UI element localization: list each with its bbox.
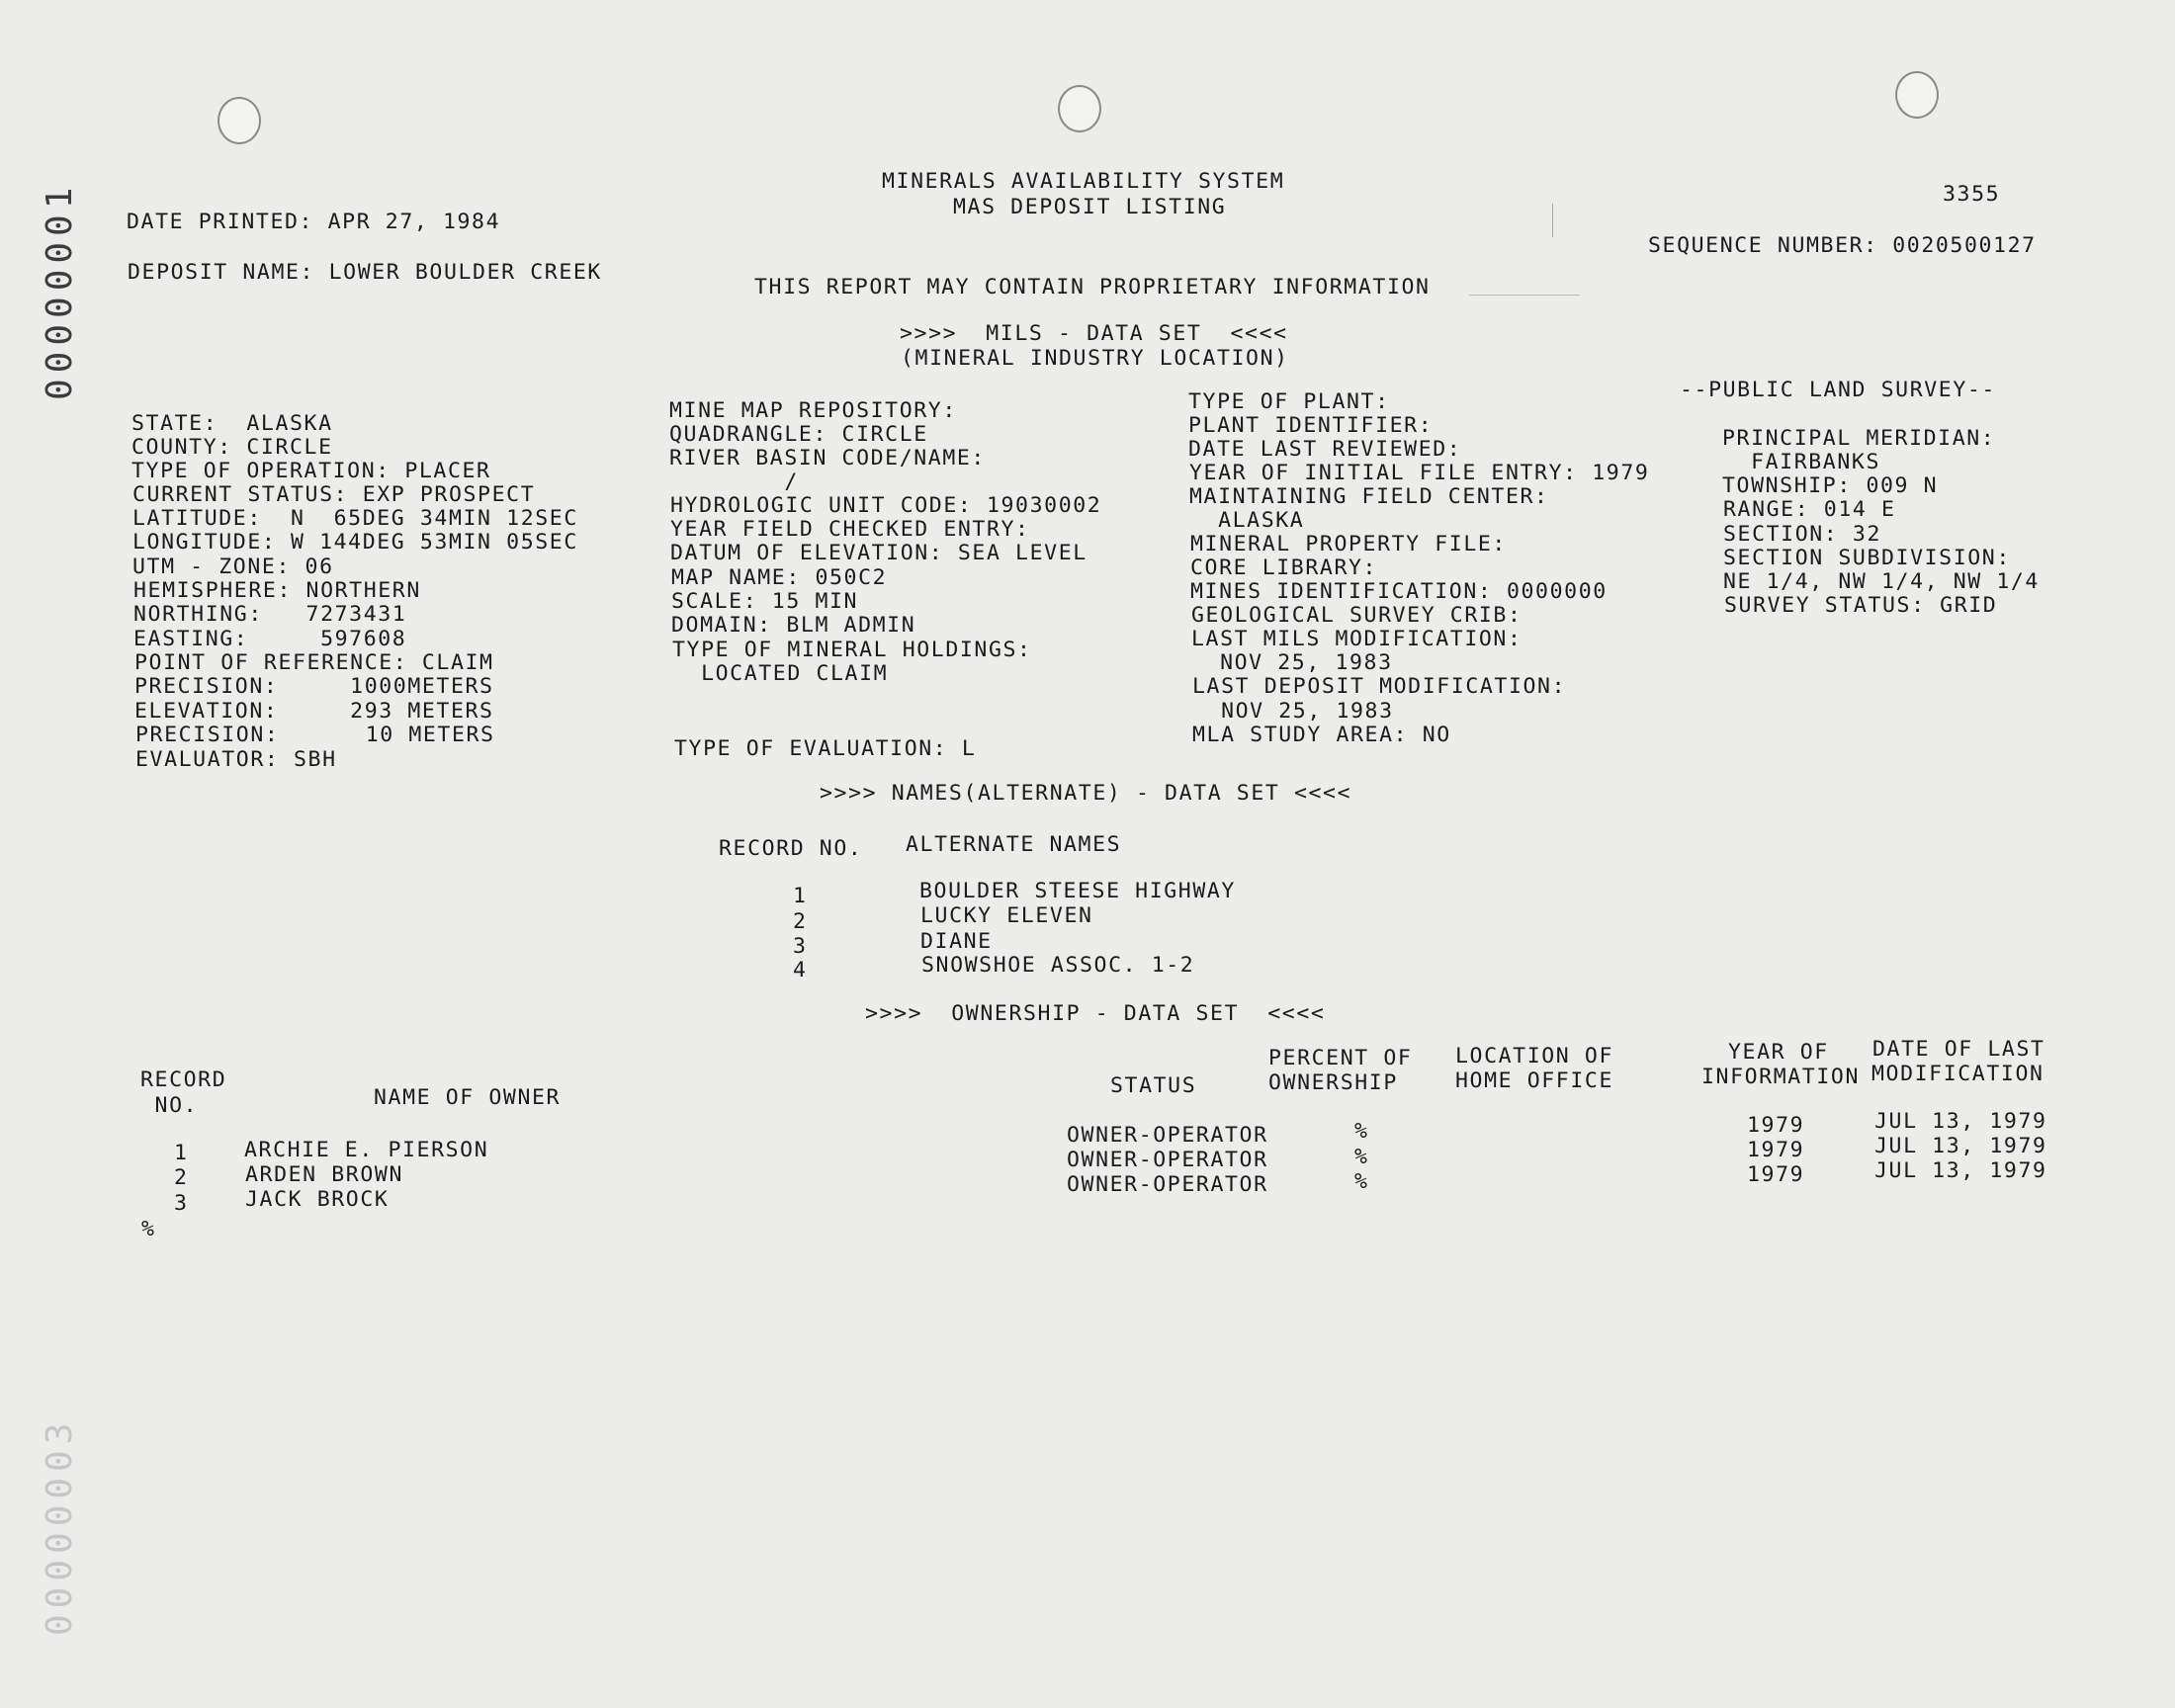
owner-name: ARDEN BROWN: [245, 1162, 403, 1187]
owner-name: ARCHIE E. PIERSON: [244, 1138, 489, 1162]
land-survey-field: SURVEY STATUS: GRID: [1724, 593, 1998, 618]
mils-field: PRECISION: 1000METERS: [134, 674, 494, 699]
punch-hole-left: [218, 97, 261, 144]
page-number: 3355: [1943, 182, 2001, 207]
mils-heading: >>>> MILS - DATA SET <<<<: [900, 321, 1288, 346]
mils-field: YEAR OF INITIAL FILE ENTRY: 1979: [1189, 461, 1650, 485]
land-survey-field: RANGE: 014 E: [1723, 497, 1896, 522]
owner-status: OWNER-OPERATOR: [1067, 1148, 1268, 1172]
status-header: STATUS: [1110, 1073, 1197, 1098]
mils-field: /: [669, 470, 799, 494]
mils-field: MINERAL PROPERTY FILE:: [1190, 532, 1507, 556]
date-header: DATE OF LAST: [1872, 1037, 2045, 1062]
punch-hole-right: [1895, 71, 1939, 119]
owner-name-header: NAME OF OWNER: [374, 1085, 562, 1110]
mils-subheading: (MINERAL INDUSTRY LOCATION): [901, 346, 1289, 371]
owner-name: JACK BROCK: [245, 1187, 390, 1212]
owner-status: OWNER-OPERATOR: [1067, 1123, 1268, 1148]
underline-mark: [1469, 295, 1580, 296]
land-survey-field: SECTION SUBDIVISION:: [1723, 546, 2011, 570]
deposit-name: DEPOSIT NAME: LOWER BOULDER CREEK: [128, 260, 602, 285]
mils-field: DATE LAST REVIEWED:: [1188, 437, 1462, 462]
owner-record-number: 1: [174, 1141, 189, 1165]
mils-field: GEOLOGICAL SURVEY CRIB:: [1191, 603, 1522, 628]
alternate-name: BOULDER STEESE HIGHWAY: [919, 879, 1236, 903]
mils-field: QUADRANGLE: CIRCLE: [669, 422, 928, 447]
record-number: 1: [793, 884, 808, 908]
land-survey-field: PRINCIPAL MERIDIAN:: [1722, 426, 1996, 451]
mils-field: RIVER BASIN CODE/NAME:: [669, 446, 986, 470]
owner-percent: %: [1354, 1119, 1369, 1144]
record-header: NO.: [140, 1093, 199, 1118]
mils-field: SCALE: 15 MIN: [671, 589, 859, 614]
land-survey-field: FAIRBANKS: [1722, 450, 1880, 474]
system-title: MINERALS AVAILABILITY SYSTEM: [882, 169, 1285, 194]
record-number: 3: [793, 934, 808, 959]
margin-code-top: 00000001: [40, 181, 80, 400]
percent-header: OWNERSHIP: [1268, 1070, 1398, 1095]
alternate-name: SNOWSHOE ASSOC. 1-2: [921, 953, 1195, 978]
mils-field: YEAR FIELD CHECKED ENTRY:: [670, 517, 1030, 542]
mils-field: LAST DEPOSIT MODIFICATION:: [1192, 674, 1567, 699]
date-header: MODIFICATION: [1871, 1062, 2044, 1086]
mils-field: LONGITUDE: W 144DEG 53MIN 05SEC: [132, 530, 578, 555]
info-year: 1979: [1747, 1113, 1805, 1138]
mils-field: PRECISION: 10 METERS: [135, 723, 495, 747]
land-survey-field: TOWNSHIP: 009 N: [1722, 473, 1939, 498]
record-no-header: RECORD NO.: [719, 836, 863, 861]
mils-field: UTM - ZONE: 06: [132, 555, 334, 579]
record-header: RECORD: [140, 1068, 227, 1092]
ownership-heading: >>>> OWNERSHIP - DATA SET <<<<: [865, 1001, 1326, 1026]
proprietary-notice: THIS REPORT MAY CONTAIN PROPRIETARY INFORMATION: [754, 275, 1431, 299]
mils-field: MAP NAME: 050C2: [671, 565, 888, 590]
alternate-name: LUCKY ELEVEN: [920, 903, 1093, 928]
listing-title: MAS DEPOSIT LISTING: [953, 195, 1227, 219]
mils-field: DOMAIN: BLM ADMIN: [671, 613, 916, 638]
mils-field: LAST MILS MODIFICATION:: [1191, 627, 1522, 651]
mils-field: DATUM OF ELEVATION: SEA LEVEL: [670, 541, 1088, 565]
mils-field: CORE LIBRARY:: [1190, 555, 1378, 580]
last-modification-date: JUL 13, 1979: [1874, 1134, 2047, 1158]
year-header: YEAR OF: [1728, 1040, 1829, 1065]
mils-field: NOV 25, 1983: [1191, 650, 1393, 675]
owner-percent: %: [1354, 1145, 1369, 1169]
location-header: LOCATION OF: [1455, 1044, 1613, 1068]
mils-field: EASTING: 597608: [133, 627, 407, 651]
mils-field: COUNTY: CIRCLE: [131, 435, 333, 460]
sequence-number: SEQUENCE NUMBER: 0020500127: [1648, 233, 2037, 258]
mils-field: TYPE OF MINERAL HOLDINGS:: [672, 638, 1032, 662]
location-header: HOME OFFICE: [1455, 1068, 1613, 1093]
info-year: 1979: [1747, 1138, 1805, 1162]
percent-header: PERCENT OF: [1268, 1046, 1413, 1070]
last-modification-date: JUL 13, 1979: [1874, 1109, 2047, 1134]
mils-field: EVALUATOR: SBH: [135, 747, 337, 772]
owner-record-number: 2: [174, 1165, 189, 1190]
mils-field: TYPE OF PLANT:: [1188, 389, 1390, 414]
pen-mark: [1552, 204, 1553, 237]
mils-field: NORTHING: 7273431: [133, 602, 407, 627]
mils-field: HYDROLOGIC UNIT CODE: 19030002: [670, 493, 1102, 518]
alternate-names-heading: >>>> NAMES(ALTERNATE) - DATA SET <<<<: [820, 781, 1352, 806]
margin-code-bottom: 00000003: [40, 1416, 80, 1636]
mils-field: MAINTAINING FIELD CENTER:: [1189, 484, 1549, 509]
record-number: 2: [793, 909, 808, 934]
land-survey-field: SECTION: 32: [1723, 522, 1881, 547]
punch-hole-center: [1058, 85, 1101, 132]
mils-field: LOCATED CLAIM: [672, 661, 889, 686]
mils-field: ELEVATION: 293 METERS: [134, 699, 494, 724]
mils-field: CURRENT STATUS: EXP PROSPECT: [132, 482, 536, 507]
year-header: INFORMATION: [1701, 1065, 1860, 1089]
mils-field: MINE MAP REPOSITORY:: [669, 398, 957, 423]
ownership-trailer: %: [141, 1217, 156, 1241]
alternate-name: DIANE: [920, 929, 993, 954]
date-printed: DATE PRINTED: APR 27, 1984: [127, 210, 501, 234]
info-year: 1979: [1747, 1162, 1805, 1187]
mils-field: STATE: ALASKA: [131, 411, 333, 436]
mils-field: PLANT IDENTIFIER:: [1188, 413, 1434, 438]
owner-percent: %: [1354, 1169, 1369, 1194]
evaluation-type: TYPE OF EVALUATION: L: [674, 736, 977, 761]
mils-field: ALASKA: [1189, 508, 1305, 533]
mils-field: NOV 25, 1983: [1192, 699, 1394, 724]
owner-status: OWNER-OPERATOR: [1067, 1172, 1268, 1197]
owner-record-number: 3: [174, 1191, 189, 1216]
mils-field: MINES IDENTIFICATION: 0000000: [1190, 579, 1608, 604]
land-survey-field: NE 1/4, NW 1/4, NW 1/4: [1723, 569, 2040, 594]
land-survey-heading: --PUBLIC LAND SURVEY--: [1680, 378, 1996, 402]
mils-field: LATITUDE: N 65DEG 34MIN 12SEC: [132, 506, 578, 531]
mils-field: MLA STUDY AREA: NO: [1192, 723, 1451, 747]
alternate-names-header: ALTERNATE NAMES: [906, 832, 1122, 857]
mils-field: HEMISPHERE: NORTHERN: [133, 578, 421, 603]
mils-field: POINT OF REFERENCE: CLAIM: [134, 650, 494, 675]
mils-field: TYPE OF OPERATION: PLACER: [131, 459, 491, 483]
record-number: 4: [793, 958, 808, 982]
last-modification-date: JUL 13, 1979: [1874, 1158, 2047, 1183]
